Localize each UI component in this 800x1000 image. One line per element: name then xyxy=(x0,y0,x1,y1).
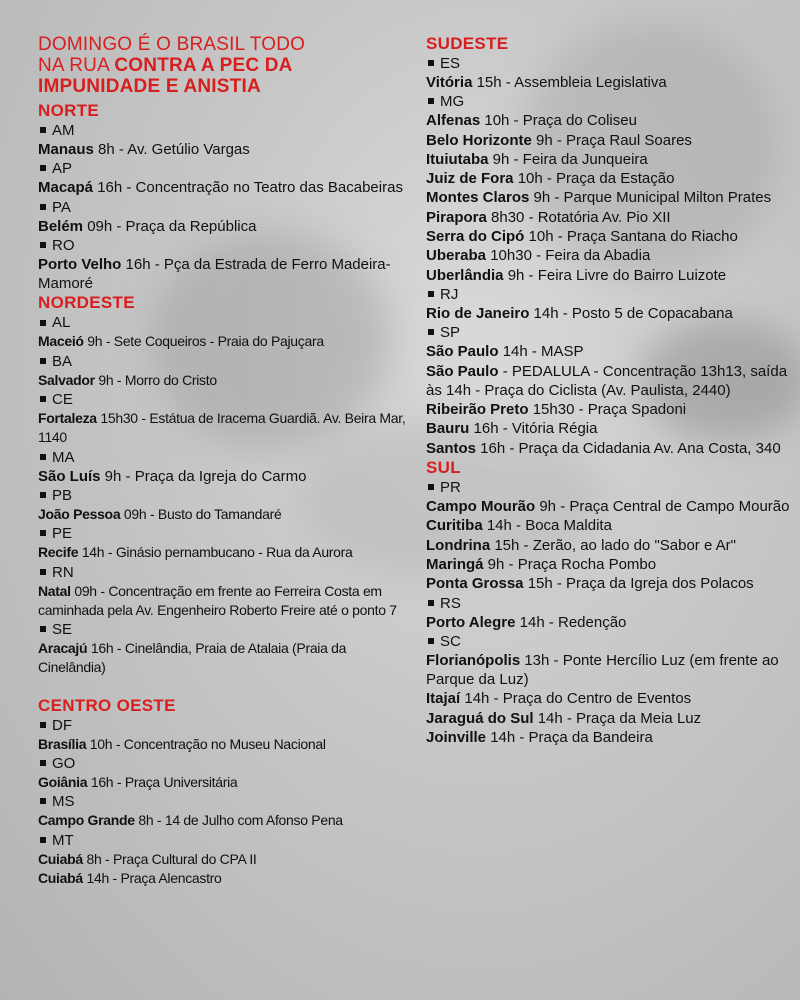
city-name: Pirapora xyxy=(426,208,487,226)
bullet-icon xyxy=(428,329,434,335)
event-entry xyxy=(426,246,790,265)
region-sul xyxy=(426,458,790,747)
event-details: 09h - Concentração em frente ao Ferreira Costa em caminhada pela Av. Engenheiro Roberto Freire até o ponto 7 xyxy=(38,582,397,618)
bullet-icon xyxy=(428,638,434,644)
state-code xyxy=(38,159,410,178)
city-name: João Pessoa xyxy=(38,505,121,522)
city-name: Juiz de Fora xyxy=(426,170,514,188)
city-name: Aracajú xyxy=(38,640,88,657)
city-name: Maceió xyxy=(38,333,84,350)
state-label: SP xyxy=(440,324,461,342)
event-entry xyxy=(38,505,410,524)
event-details: 14h - Ginásio pernambucano - Rua da Aurora xyxy=(78,544,353,561)
city-name: Porto Alegre xyxy=(426,613,516,631)
event-entry xyxy=(38,467,410,486)
event-details: 8h - Praça Cultural do CPA II xyxy=(82,850,257,867)
event-entry xyxy=(426,613,790,632)
bullet-icon xyxy=(40,530,46,536)
event-details: 16h - Pça da Estrada de Ferro Madeira-Mamoré xyxy=(38,255,391,293)
region-nordeste xyxy=(38,293,410,677)
event-entry xyxy=(38,217,410,236)
region-title: CENTRO OESTE xyxy=(38,695,176,715)
event-details: 10h - Praça do Coliseu xyxy=(480,112,637,130)
event-details: 14h - MASP xyxy=(498,343,584,361)
city-name: Campo Mourão xyxy=(426,498,536,516)
city-name: Curitiba xyxy=(426,517,483,535)
event-details: 8h - 14 de Julho com Afonso Pena xyxy=(134,812,343,829)
state-code xyxy=(426,285,790,304)
event-details: 8h - Av. Getúlio Vargas xyxy=(93,141,250,158)
event-entry xyxy=(38,850,410,869)
bullet-icon xyxy=(40,320,46,326)
state-code xyxy=(38,390,410,409)
region-sudeste xyxy=(426,34,790,458)
city-name: Uberlândia xyxy=(426,266,504,284)
event-details: 9h - Feira Livre do Bairro Luizote xyxy=(503,266,727,284)
city-name: Brasília xyxy=(38,735,87,752)
event-entry xyxy=(426,266,790,285)
city-name: Jaraguá do Sul xyxy=(426,709,534,727)
state-label: ES xyxy=(440,55,461,72)
bullet-icon xyxy=(40,722,46,728)
event-entry xyxy=(426,555,790,574)
event-entry xyxy=(426,536,790,555)
state-label: AP xyxy=(52,160,73,178)
region-title: SUDESTE xyxy=(426,34,509,53)
bullet-icon xyxy=(40,760,46,766)
bullet-icon xyxy=(428,600,434,606)
state-code xyxy=(426,594,790,613)
event-entry xyxy=(426,304,790,323)
state-code xyxy=(38,198,410,217)
city-name: Santos xyxy=(426,439,477,457)
state-code xyxy=(38,236,410,255)
city-name: Montes Claros xyxy=(426,189,530,207)
event-entry xyxy=(426,419,790,438)
event-entry xyxy=(38,409,410,448)
state-label: MT xyxy=(52,831,74,849)
city-name: São Paulo xyxy=(426,343,499,361)
state-label: PA xyxy=(52,198,71,216)
city-name: Belém xyxy=(38,217,84,235)
city-name: Uberaba xyxy=(426,247,487,265)
event-entry xyxy=(426,439,790,458)
state-label: SC xyxy=(440,632,461,650)
event-details: 16h - Cinelândia, Praia de Atalaia (Praia da Cinelândia) xyxy=(38,640,347,676)
event-entry xyxy=(38,140,410,159)
city-name: Goiânia xyxy=(38,774,88,791)
state-code xyxy=(38,620,410,639)
event-entry xyxy=(38,178,410,197)
city-name: Serra do Cipó xyxy=(426,228,525,246)
right-column xyxy=(426,34,790,747)
event-entry xyxy=(38,582,410,621)
event-entry xyxy=(426,497,790,516)
state-label: MG xyxy=(440,93,465,111)
state-label: AL xyxy=(52,314,71,332)
city-name: Manaus xyxy=(38,141,94,158)
state-code xyxy=(38,352,410,371)
state-code xyxy=(38,716,410,735)
event-details: 10h - Praça da Estação xyxy=(513,170,675,188)
event-entry xyxy=(38,543,410,562)
event-details: 9h - Sete Coqueiros - Praia do Pajuçara xyxy=(83,333,324,350)
bullet-icon xyxy=(40,396,46,402)
city-name: Cuiabá xyxy=(38,850,83,867)
event-details: 13h - Ponte Hercílio Luz (em frente ao Parque da Luz) xyxy=(426,651,779,689)
headline-line-2: NA RUA CONTRA A PEC DA xyxy=(38,55,293,76)
state-label: RO xyxy=(52,236,75,254)
city-name: Natal xyxy=(38,582,71,599)
state-label: PE xyxy=(52,525,73,543)
event-details: 14h - Praça Alencastro xyxy=(82,869,222,886)
event-details: 15h - Assembleia Legislativa xyxy=(472,74,667,91)
city-name: Florianópolis xyxy=(426,651,521,669)
bullet-icon xyxy=(428,291,434,297)
event-entry xyxy=(38,869,410,888)
event-details: 14h - Praça da Bandeira xyxy=(486,729,653,747)
bullet-icon xyxy=(40,626,46,632)
event-details: 9h - Praça da Igreja do Carmo xyxy=(100,467,307,485)
event-entry xyxy=(426,574,790,593)
event-entry xyxy=(38,773,410,792)
city-name: Cuiabá xyxy=(38,869,83,886)
state-code xyxy=(38,831,410,850)
event-details: 9h - Feira da Junqueira xyxy=(488,150,648,168)
event-entry xyxy=(426,400,790,419)
city-name: Fortaleza xyxy=(38,410,97,427)
state-label: CE xyxy=(52,391,73,409)
bullet-icon xyxy=(40,165,46,171)
headline-line-1: DOMINGO É O BRASIL TODO xyxy=(38,34,306,55)
city-name: Porto Velho xyxy=(38,255,122,273)
region-centro-oeste xyxy=(38,696,410,888)
event-details: 15h30 - Praça Spadoni xyxy=(528,401,687,419)
city-name: Vitória xyxy=(426,74,473,91)
event-entry xyxy=(426,728,790,747)
bullet-icon xyxy=(40,242,46,248)
event-details: 15h - Zerão, ao lado do "Sabor e Ar" xyxy=(490,536,736,554)
event-entry xyxy=(426,227,790,246)
state-code xyxy=(38,486,410,505)
event-details: - PEDALULA - Concentração 13h13, saída às 14h - Praça do Ciclista (Av. Paulista, 2440) xyxy=(426,362,788,399)
region-title: NORDESTE xyxy=(38,293,135,313)
event-details: 16h - Praça Universitária xyxy=(87,774,238,791)
event-details: 14h - Redenção xyxy=(515,613,627,631)
event-details: 8h30 - Rotatória Av. Pio XII xyxy=(486,208,671,226)
event-details: 14h - Boca Maldita xyxy=(482,517,612,535)
city-name: Londrina xyxy=(426,536,491,554)
event-details: 10h - Concentração no Museu Nacional xyxy=(86,735,326,752)
bullet-icon xyxy=(40,127,46,133)
event-details: 15h - Praça da Igreja dos Polacos xyxy=(523,575,754,593)
state-label: MA xyxy=(52,448,75,466)
city-name: Ponta Grossa xyxy=(426,575,524,593)
city-name: Alfenas xyxy=(426,112,481,130)
state-code xyxy=(38,524,410,543)
bullet-icon xyxy=(40,492,46,498)
event-entry xyxy=(426,73,790,92)
event-details: 14h - Praça do Centro de Eventos xyxy=(460,690,692,708)
city-name: São Luís xyxy=(38,467,101,485)
event-details: 9h - Morro do Cristo xyxy=(94,371,217,388)
state-code xyxy=(426,478,790,497)
city-name: Ituiutaba xyxy=(426,150,489,168)
state-label: AM xyxy=(52,122,75,139)
event-details: 16h - Vitória Régia xyxy=(469,420,598,438)
bullet-icon xyxy=(40,454,46,460)
region-title: NORTE xyxy=(38,101,99,120)
state-code xyxy=(426,323,790,342)
state-label: PR xyxy=(440,479,461,497)
state-label: RJ xyxy=(440,285,459,303)
event-details: 9h - Parque Municipal Milton Prates xyxy=(529,189,772,207)
event-entry xyxy=(426,342,790,361)
event-entry xyxy=(38,371,410,390)
event-entry xyxy=(426,188,790,207)
event-entry xyxy=(38,255,410,294)
event-details: 10h - Praça Santana do Riacho xyxy=(524,228,738,246)
headline xyxy=(38,34,410,97)
city-name: Recife xyxy=(38,544,79,561)
city-name: Maringá xyxy=(426,555,484,573)
state-label: DF xyxy=(52,716,72,734)
event-details: 14h - Praça da Meia Luz xyxy=(533,709,702,727)
city-name: Macapá xyxy=(38,179,94,197)
state-label: MS xyxy=(52,793,75,811)
state-code xyxy=(38,121,410,140)
event-entry xyxy=(426,111,790,130)
state-label: RS xyxy=(440,594,461,612)
state-code xyxy=(38,563,410,582)
region-title: SUL xyxy=(426,458,461,478)
bullet-icon xyxy=(428,98,434,104)
event-entry xyxy=(426,150,790,169)
event-entry xyxy=(38,332,410,351)
event-details: 9h - Praça Central de Campo Mourão xyxy=(535,498,790,516)
event-details: 09h - Busto do Tamandaré xyxy=(120,505,282,522)
event-entry xyxy=(426,689,790,708)
state-code xyxy=(426,632,790,651)
event-details: 16h - Concentração no Teatro das Bacabeiras xyxy=(93,179,403,197)
state-code xyxy=(38,754,410,773)
bullet-icon xyxy=(40,798,46,804)
state-code xyxy=(38,448,410,467)
state-code xyxy=(426,54,790,73)
event-entry xyxy=(426,651,790,690)
bullet-icon xyxy=(428,484,434,490)
event-entry xyxy=(426,362,790,401)
event-entry xyxy=(426,208,790,227)
event-entry xyxy=(38,639,410,678)
bullet-icon xyxy=(40,204,46,210)
city-name: Joinville xyxy=(426,729,487,747)
region-norte xyxy=(38,101,410,293)
state-code xyxy=(38,792,410,811)
event-details: 9h - Praça Raul Soares xyxy=(531,131,692,149)
event-entry xyxy=(426,516,790,535)
state-label: RN xyxy=(52,563,74,581)
event-entry xyxy=(38,735,410,754)
state-label: PB xyxy=(52,486,73,504)
event-entry xyxy=(426,709,790,728)
event-details: 15h30 - Estátua de Iracema Guardiã. Av. Beira Mar, 1140 xyxy=(38,410,406,446)
bullet-icon xyxy=(40,358,46,364)
event-entry xyxy=(426,131,790,150)
state-label: SE xyxy=(52,621,73,639)
event-details: 10h30 - Feira da Abadia xyxy=(486,247,651,265)
headline-line-3: IMPUNIDADE E ANISTIA xyxy=(38,76,261,97)
city-name: Itajaí xyxy=(426,690,461,708)
bullet-icon xyxy=(428,60,434,66)
state-label: BA xyxy=(52,352,73,370)
event-details: 9h - Praça Rocha Pombo xyxy=(483,555,657,573)
state-code xyxy=(38,313,410,332)
city-name: Ribeirão Preto xyxy=(426,401,529,419)
city-name: São Paulo xyxy=(426,362,499,380)
bullet-icon xyxy=(40,569,46,575)
city-name: Campo Grande xyxy=(38,812,135,829)
bullet-icon xyxy=(40,837,46,843)
city-name: Bauru xyxy=(426,420,470,438)
event-entry xyxy=(426,169,790,188)
city-name: Belo Horizonte xyxy=(426,131,532,149)
event-entry xyxy=(38,811,410,830)
state-code xyxy=(426,92,790,111)
event-details: 14h - Posto 5 de Copacabana xyxy=(529,304,733,322)
left-column xyxy=(38,34,410,888)
state-label: GO xyxy=(52,755,76,773)
city-name: Salvador xyxy=(38,371,95,388)
event-details: 09h - Praça da República xyxy=(83,217,257,235)
city-name: Rio de Janeiro xyxy=(426,304,530,322)
event-details: 16h - Praça da Cidadania Av. Ana Costa, 340 xyxy=(476,439,781,457)
